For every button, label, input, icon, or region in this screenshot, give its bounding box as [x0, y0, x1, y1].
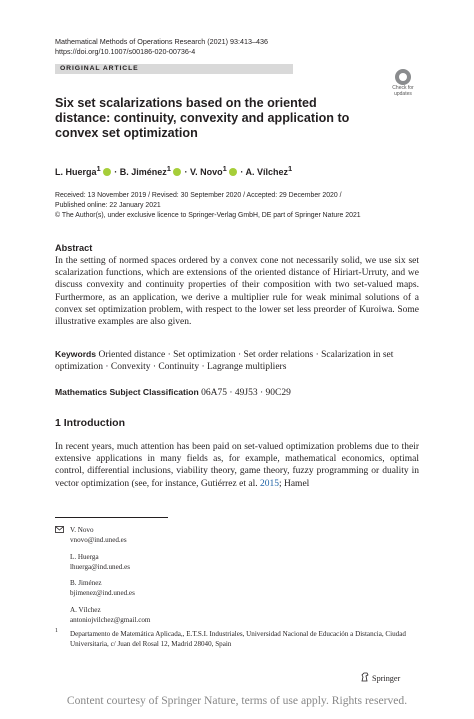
affiliation-mark: 1: [166, 164, 171, 173]
author-separator: ·: [184, 167, 188, 177]
contact-email[interactable]: bjimenez@ind.uned.es: [70, 589, 135, 598]
footnote-mark: 1: [55, 628, 58, 634]
check-updates-icon: [395, 69, 411, 85]
journal-citation: Mathematical Methods of Operations Research (2021) 93:413–436: [55, 37, 268, 46]
contact-entry: [70, 578, 270, 599]
keywords-block: [55, 348, 419, 373]
orcid-icon[interactable]: [173, 168, 181, 176]
keywords-text: Oriented distance · Set optimization · Set order relations · Scalarization in set optimization · Convexity · Continuity · Lagrange multipliers: [55, 350, 394, 373]
contact-entry: [70, 552, 270, 573]
affiliation-mark: 1: [288, 164, 293, 173]
abstract-heading: Abstract: [55, 243, 93, 253]
msc-label: Mathematics Subject Classification: [55, 387, 199, 397]
contact-name: V. Novo: [70, 526, 94, 534]
contact-name: B. Jiménez: [70, 579, 102, 588]
author-separator: ·: [240, 167, 244, 177]
contact-email[interactable]: lhuerga@ind.uned.es: [70, 562, 130, 571]
introduction-text: [55, 441, 419, 490]
contact-name: L. Huerga: [70, 552, 99, 561]
doi-link[interactable]: https://doi.org/10.1007/s00186-020-00736-4: [55, 47, 196, 56]
affiliation-mark: 1: [96, 164, 101, 173]
footnote-divider: [55, 517, 168, 518]
msc-codes: 06A75 · 49J53 · 90C29: [201, 388, 291, 398]
dates-received: Received: 13 November 2019 / Revised: 30 September 2020 / Accepted: 29 December 2020 /: [55, 192, 342, 199]
dates-published: Published online: 22 January 2021: [55, 202, 161, 209]
orcid-icon[interactable]: [103, 168, 111, 176]
publisher-name: Springer: [372, 674, 401, 683]
copyright-notice: © The Author(s), under exclusive licence to Springer-Verlag GmbH, DE part of Springer Nature 2021: [55, 212, 361, 219]
affiliation-footnote: Departamento de Matemática Aplicada,, E.T.S.I. Industriales, Universidad Nacional de Educación a Distancia, Ciudad Universitaria, c/ Juan del Rosal 12, Madrid 28040, Spain: [70, 630, 406, 649]
check-for-updates-badge[interactable]: [388, 69, 418, 101]
courtesy-notice[interactable]: Content courtesy of Springer Nature, terms of use apply. Rights reserved.: [66, 694, 408, 707]
author-list: [55, 163, 292, 178]
contact-email[interactable]: antoniojvilchez@gmail.com: [70, 616, 151, 625]
springer-horse-icon: [360, 672, 370, 682]
intro-body-cont: ; Hamel: [278, 478, 310, 489]
article-type-bar: [55, 64, 293, 74]
article-type-label: ORIGINAL ARTICLE: [60, 65, 139, 72]
intro-body: In recent years, much attention has been paid on set-valued optimization problems due to their extensive applications in many fields as, for example, mathematical economics, optimal control, differential inclusions, viability theory, game theory, fuzzy programming or duality in vector optimization (see, for instance, Gutiérrez et al.: [55, 442, 419, 489]
section-heading-introduction: 1 Introduction: [55, 417, 125, 429]
author-separator: ·: [114, 167, 118, 177]
check-updates-text: [388, 86, 418, 97]
contact-email[interactable]: vnovo@ind.uned.es: [70, 536, 127, 545]
check-updates-line1: Check for: [392, 85, 414, 91]
author-name[interactable]: A. Vílchez: [245, 167, 289, 177]
paper-title: Six set scalarizations based on the oriented distance: continuity, convexity and application to convex set optimization: [55, 96, 350, 140]
abstract-text: In the setting of normed spaces ordered by a convex cone not necessarily solid, we use six set scalarization functions, which are extensions of the oriented distance of Hiriart-Urruty, and we discuss convexity and continuity properties of their composition with two set-valued maps. Furthermore, as an application, we derive a multiplier rule for weak minimal solutions of a convex set optimization problem, with respect to the lower set less preorder of Kuroiwa. Some illustrative examples are also given.: [55, 256, 419, 328]
author-name[interactable]: B. Jiménez: [119, 167, 167, 177]
publication-dates: [55, 191, 425, 221]
journal-header: [55, 37, 268, 57]
contact-list: [70, 525, 270, 631]
affiliation-mark: 1: [222, 164, 227, 173]
envelope-icon: [55, 526, 64, 535]
orcid-icon[interactable]: [229, 168, 237, 176]
author-name[interactable]: L. Huerga: [55, 167, 97, 177]
contact-entry: [70, 525, 270, 546]
contact-name: A. Vílchez: [70, 605, 101, 614]
author-name[interactable]: V. Novo: [189, 167, 223, 177]
publisher-logo: [360, 672, 400, 683]
citation-link[interactable]: 2015: [259, 478, 279, 489]
check-updates-line2: updates: [394, 90, 412, 97]
msc-block: [55, 387, 291, 398]
keywords-label: Keywords: [55, 349, 97, 359]
contact-entry: [70, 605, 270, 626]
